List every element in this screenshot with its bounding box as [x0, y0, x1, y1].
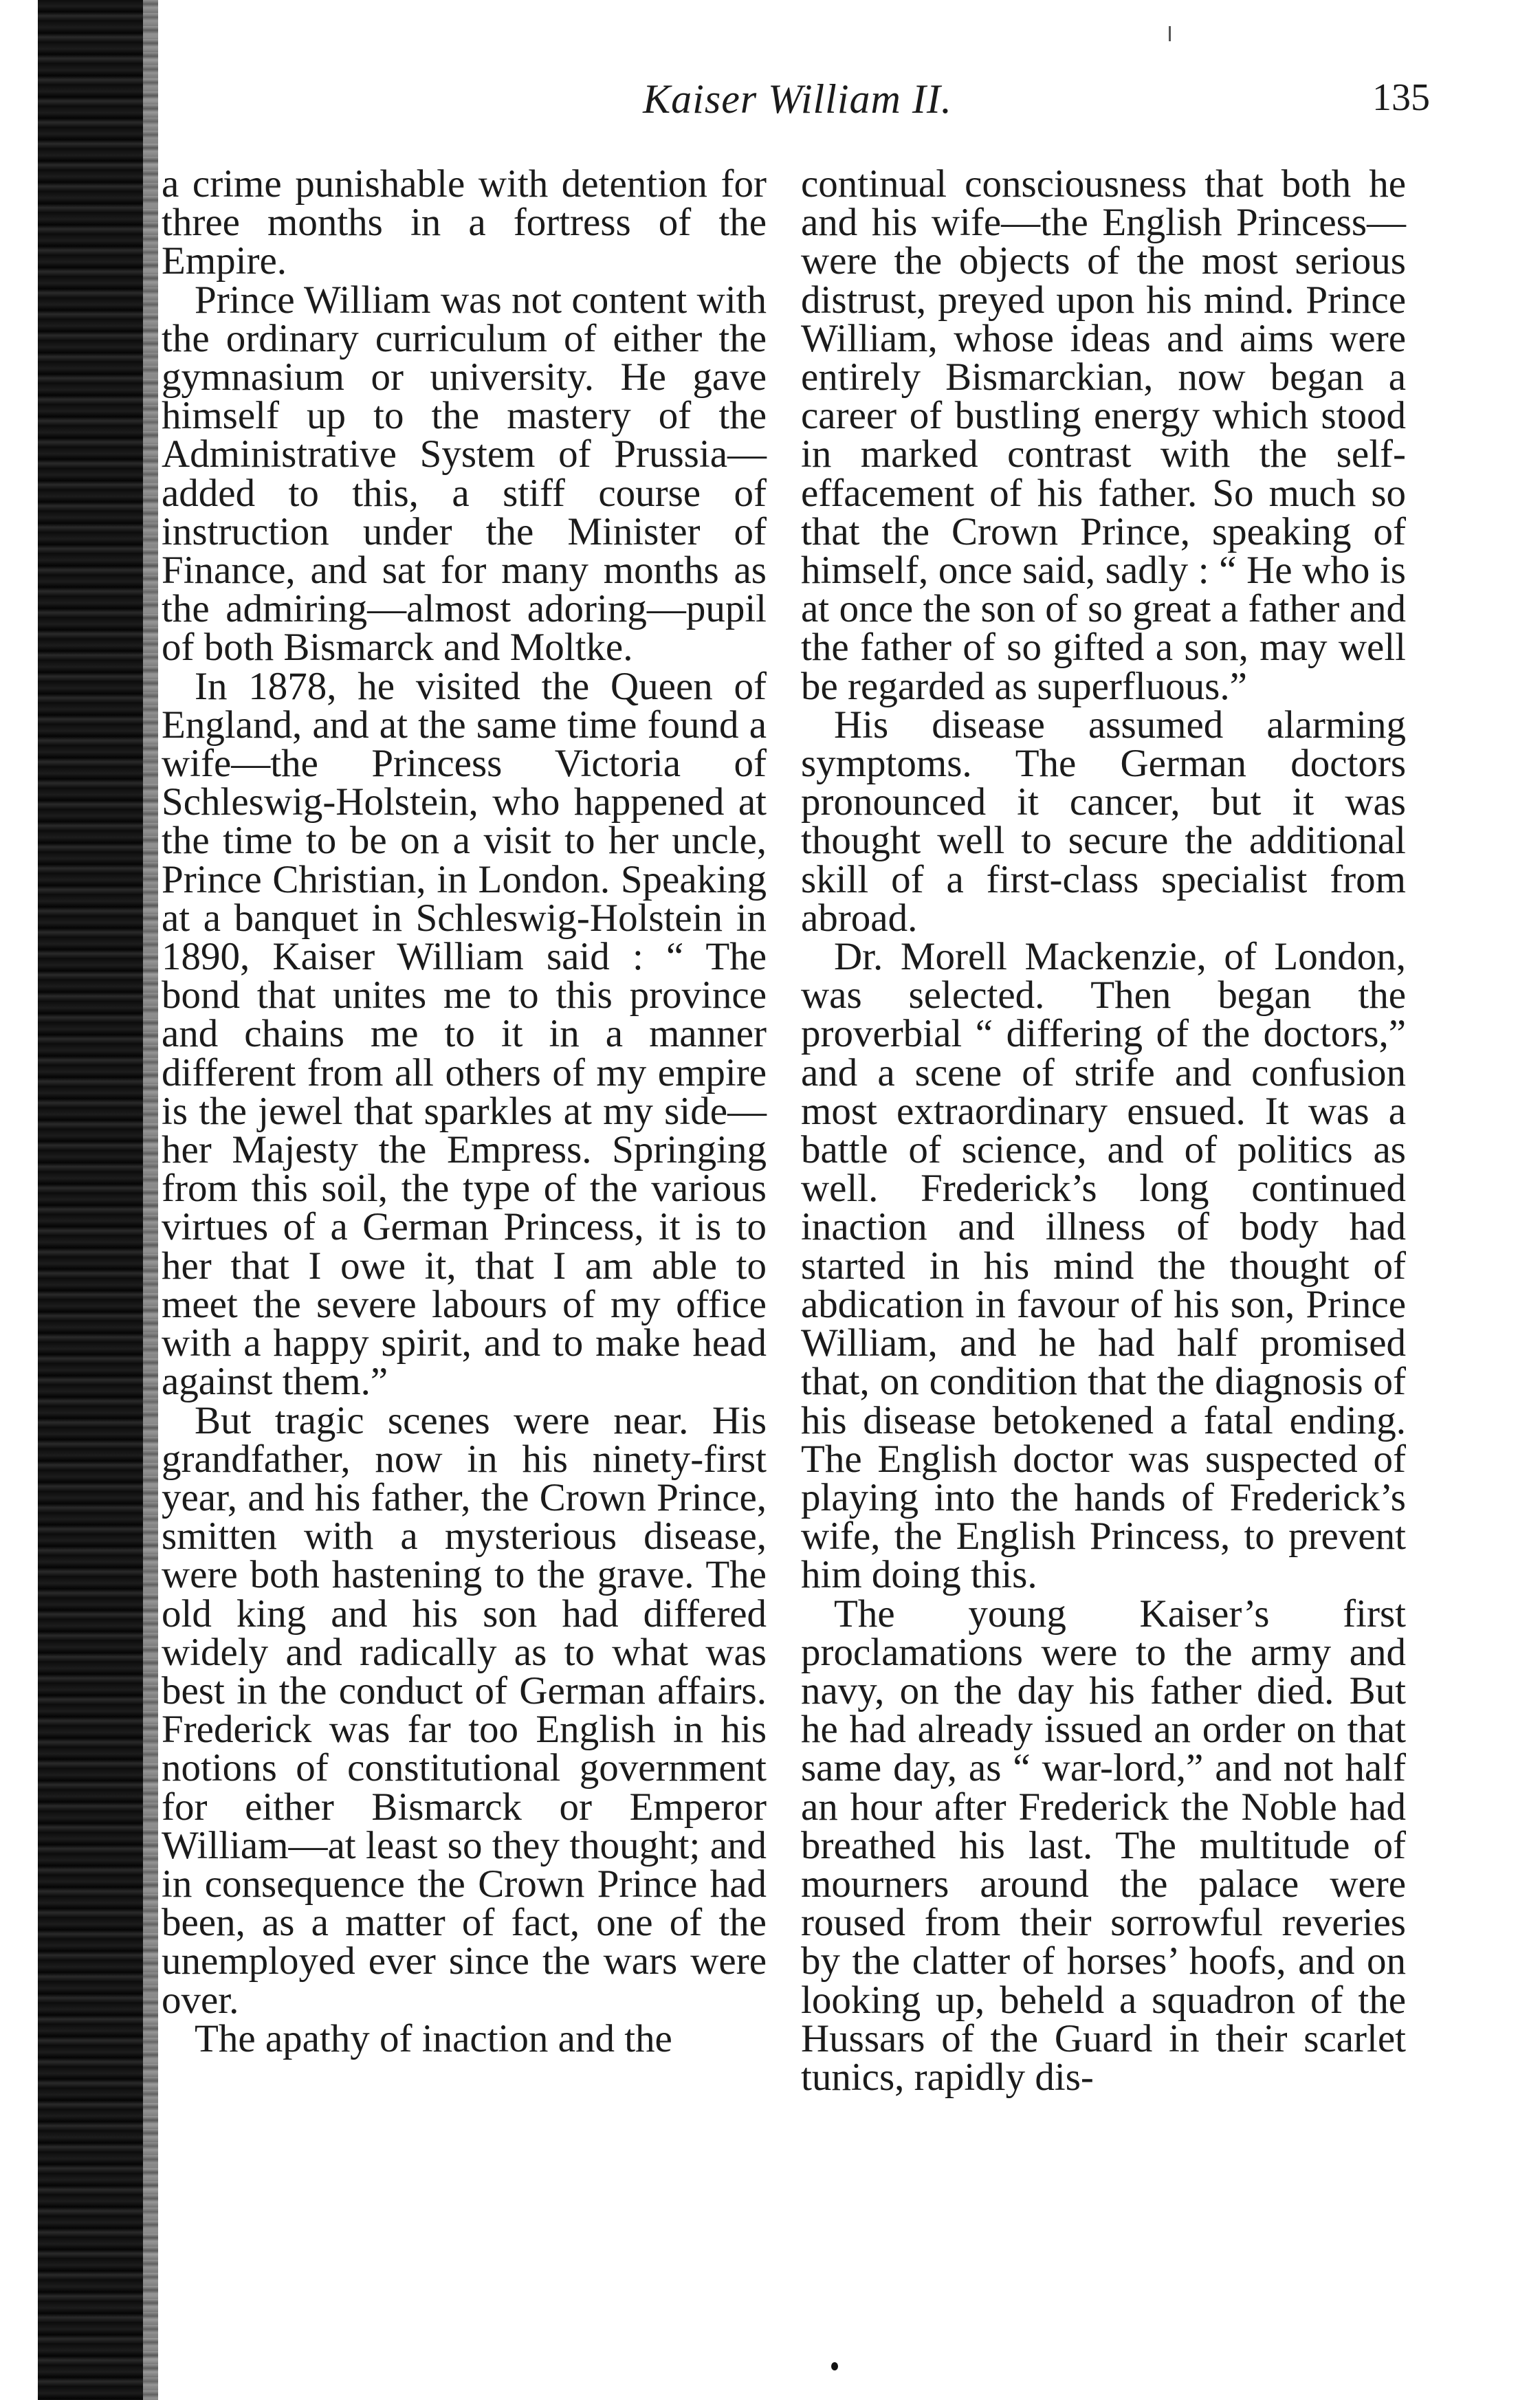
running-title: Kaiser William II.	[643, 76, 952, 122]
print-mark	[1169, 26, 1171, 41]
left-column	[162, 162, 767, 2060]
paragraph: But tragic scenes were near. His grandfather, now in his ninety-first year, and his father, the Crown Prince, smitten with a mysterious disease, were both hastening to the grave. The old king and his son had differed widely and radically as to what was best in the conduct of German affairs. Frederick was far too English in his notions of constitutional government for either Bismarck or Emperor William—at least so they thought; and in consequence the Crown Prince had been, as a matter of fact, one of the unemployed ever since the wars were over.	[162, 1398, 767, 2022]
paragraph: The apathy of inaction and the	[195, 2016, 672, 2060]
paragraph: continual consciousness that both he and his wife—the English Princess—were the objects of the most serious distrust, preyed upon his mind. Prince William, whose ideas and aims were entirely Bismarckian, now began a career of bustling energy which stood in marked contrast with the self-effacement of his father. So much so that the Crown Prince, speaking of himself, once said, sadly : “ He who is at once the son of so great a father and the father of so gifted a son, may well be regarded as superfluous.”	[801, 162, 1406, 708]
book-binding-edge	[38, 0, 158, 2400]
paragraph: In 1878, he visited the Queen of England, and at the same time found a wife—the Princess Victoria of Schleswig-Holstein, who happened at the time to be on a visit to her uncle, Prince Christian, in London. Speaking at a banquet in Schleswig-Holstein in 1890, Kaiser William said : “ The bond that unites me to this province and chains me to it in a manner different from all others of my empire is the jewel that sparkles at my side—her Majesty the Empress. Springing from this soil, the type of the various virtues of a German Princess, it is to her that I owe it, that I am able to meet the severe labours of my office with a happy spirit, and to make head against them.”	[162, 664, 767, 1404]
paragraph: His disease assumed alarming symptoms. The German doctors pronounced it cancer, but it was thought well to secure the additional skill of a first-class specialist from abroad.	[801, 703, 1406, 940]
paragraph: Prince William was not content with the ordinary curriculum of either the gymnasium or university. He gave himself up to the mastery of the Administrative System of Prussia—added to this, a stiff course of instruction under the Minister of Finance, and sat for many months as the admiring—almost adoring—pupil of both Bismarck and Moltke.	[162, 278, 767, 670]
paragraph: The young Kaiser’s first proclamations were to the army and navy, on the day his father died. But he had already issued an order on that same day, as “ war-lord,” and not half an hour after Frederick the Noble had breathed his last. The multitude of mourners around the palace were roused from their sorrowful reveries by the clatter of horses’ hoofs, and on looking up, beheld a squadron of the Hussars of the Guard in their scarlet tunics, rapidly dis-	[801, 1592, 1406, 2099]
paragraph: Dr. Morell Mackenzie, of London, was selected. Then began the proverbial “ differing of the doctors,” and a scene of strife and confusion most extraordinary ensued. It was a battle of science, and of politics as well. Frederick’s long continued inaction and illness of body had started in his mind the thought of abdication in favour of his son, Prince William, and he had half promised that, on condition that the diagnosis of his disease betokened a fatal ending. The English doctor was suspected of playing into the hands of Frederick’s wife, the English Princess, to prevent him doing this.	[801, 935, 1406, 1597]
paragraph: a crime punishable with detention for three months in a fortress of the Empire.	[162, 162, 767, 283]
page-number: 135	[1372, 76, 1430, 119]
page-header	[165, 76, 1430, 137]
ink-speck	[831, 2362, 838, 2370]
right-column	[801, 162, 1406, 2099]
